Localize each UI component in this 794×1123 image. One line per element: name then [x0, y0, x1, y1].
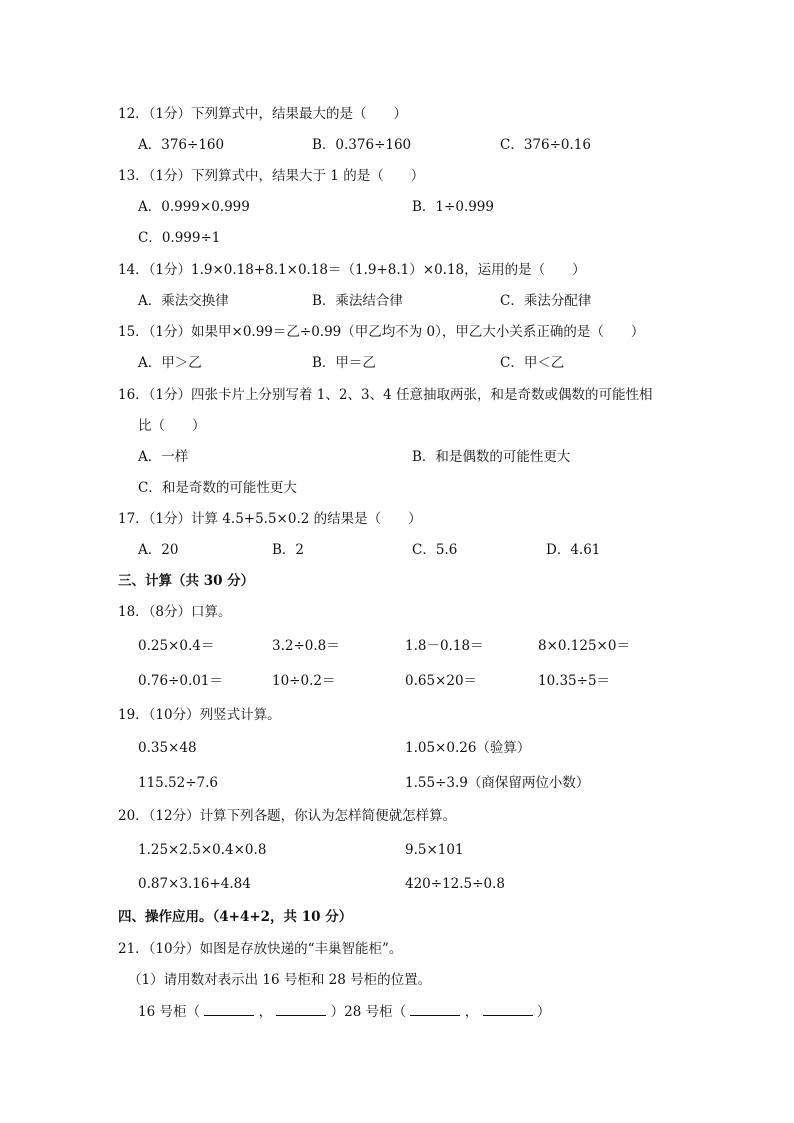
- question-15-stem: 15．（1分）如果甲×0.99＝乙÷0.99（甲乙均不为 0），甲乙大小关系正确的是（ ）: [118, 324, 645, 340]
- q20-item4: 420÷12.5÷0.8: [405, 876, 505, 892]
- question-14-option-a: A．乘法交换律: [138, 293, 229, 309]
- q18-row2-item1: 0.76÷0.01＝: [138, 673, 223, 689]
- q19-item3: 115.52÷7.6: [138, 775, 219, 791]
- cabinet-16-column-blank[interactable]: [204, 1001, 254, 1016]
- question-12-option-b: B．0.376÷160: [312, 137, 412, 153]
- question-15-option-a: A．甲＞乙: [138, 355, 202, 371]
- question-14-stem: 14．（1分）1.9×0.18+8.1×0.18＝（1.9+8.1）×0.18，运用的是（ ）: [118, 262, 586, 278]
- question-13-option-b: B．1÷0.999: [412, 199, 494, 215]
- q20-item2: 9.5×101: [405, 842, 464, 858]
- question-16-option-b: B．和是偶数的可能性更大: [412, 449, 571, 465]
- question-14-option-b: B．乘法结合律: [312, 293, 403, 309]
- question-19-stem: 19．（10分）列竖式计算。: [118, 707, 281, 723]
- q18-row1-item4: 8×0.125×0＝: [538, 638, 630, 654]
- cabinet-16-label: 16 号柜（: [138, 1004, 200, 1020]
- cabinet-16-row-blank[interactable]: [276, 1001, 326, 1016]
- question-17-option-b: B．2: [272, 542, 305, 558]
- cabinet-28-column-blank[interactable]: [410, 1001, 460, 1016]
- question-15-option-c: C．甲＜乙: [500, 355, 565, 371]
- section-4-title: 四、操作应用。（4+4+2，共 10 分）: [118, 909, 353, 925]
- q19-item1: 0.35×48: [138, 740, 197, 756]
- q20-item3: 0.87×3.16+4.84: [138, 876, 251, 892]
- question-20-stem: 20．（12分）计算下列各题，你认为怎样简便就怎样算。: [118, 808, 457, 824]
- question-14-option-c: C．乘法分配律: [500, 293, 592, 309]
- question-15-option-b: B．甲＝乙: [312, 355, 376, 371]
- question-21-sub1: （1）请用数对表示出 16 号柜和 28 号柜的位置。: [128, 972, 432, 988]
- cabinet-28-row-blank[interactable]: [483, 1001, 533, 1016]
- question-16-option-c: C．和是奇数的可能性更大: [138, 480, 297, 496]
- question-17-option-d: D．4.61: [546, 542, 601, 558]
- cabinet-28-comma: ，: [464, 1004, 479, 1020]
- question-12-option-c: C．376÷0.16: [500, 137, 591, 153]
- q18-row2-item3: 0.65×20＝: [405, 673, 478, 689]
- question-16-stem-line1: 16．（1分）四张卡片上分别写着 1、2、3、4 任意抽取两张，和是奇数或偶数的可能性相: [118, 387, 653, 403]
- q18-row2-item2: 10÷0.2＝: [272, 673, 336, 689]
- question-16-stem-line2: 比（ ）: [138, 418, 206, 434]
- q18-row1-item2: 3.2÷0.8＝: [272, 638, 340, 654]
- question-13-option-c: C．0.999÷1: [138, 230, 221, 246]
- section-3-title: 三、计算（共 30 分）: [118, 573, 255, 589]
- q18-row1-item3: 1.8－0.18＝: [405, 638, 484, 654]
- question-17-option-a: A．20: [138, 542, 179, 558]
- q18-row2-item4: 10.35÷5＝: [538, 673, 611, 689]
- question-13-option-a: A．0.999×0.999: [138, 199, 250, 215]
- cabinet-28-label: ）28 号柜（: [330, 1004, 407, 1020]
- question-13-stem: 13．（1分）下列算式中，结果大于 1 的是（ ）: [118, 168, 425, 184]
- question-17-stem: 17．（1分）计算 4.5+5.5×0.2 的结果是（ ）: [118, 511, 422, 527]
- question-21-answer-line: [138, 1001, 550, 1022]
- cabinet-16-comma: ，: [258, 1004, 273, 1020]
- question-16-option-a: A．一样: [138, 449, 189, 465]
- q18-row1-item1: 0.25×0.4＝: [138, 638, 215, 654]
- q19-item4: 1.55÷3.9（商保留两位小数）: [405, 775, 590, 791]
- question-21-stem: 21．（10分）如图是存放快递的“丰巢智能柜”。: [118, 941, 403, 957]
- question-12-option-a: A．376÷160: [138, 137, 225, 153]
- q19-item2: 1.05×0.26（验算）: [405, 740, 531, 756]
- q20-item1: 1.25×2.5×0.4×0.8: [138, 842, 267, 858]
- question-17-option-c: C．5.6: [412, 542, 458, 558]
- cabinet-28-close: ）: [536, 1004, 551, 1020]
- question-18-stem: 18．（8分）口算。: [118, 604, 232, 620]
- question-12-stem: 12．（1分）下列算式中，结果最大的是（ ）: [118, 106, 408, 122]
